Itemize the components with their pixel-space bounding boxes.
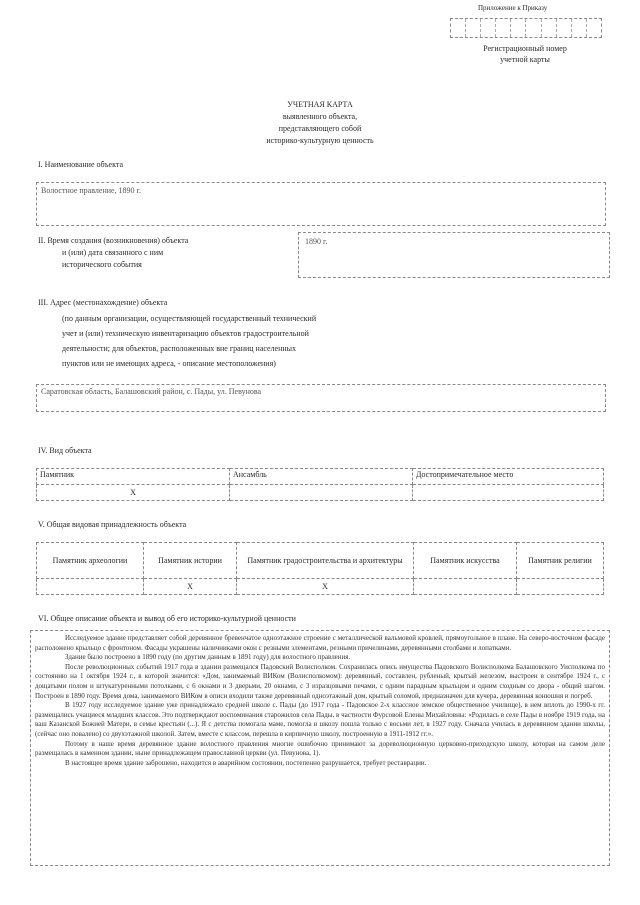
cat-col-archaeology: Памятник археологии (37, 543, 144, 579)
card-subtitle-3: историко-культурную ценность (266, 136, 374, 145)
card-subtitle-2: представляющего собой (278, 124, 362, 133)
cat-mark-archaeology (37, 579, 144, 595)
section-3-heading: III. Адрес (местонахождение) объекта (38, 298, 168, 307)
registration-number-box (450, 18, 602, 38)
card-subtitle-1: выявленного объекта, (282, 112, 358, 121)
cat-mark-religion (517, 579, 604, 595)
section-5-heading: V. Общая видовая принадлежность объекта (38, 520, 187, 529)
creation-date-value: 1890 г. (305, 237, 328, 246)
section-4-heading: IV. Вид объекта (38, 446, 92, 455)
section-3-note-3: деятельности; для объектов, расположенных вне границ населенных (62, 344, 297, 353)
card-title: УЧЕТНАЯ КАРТА (287, 100, 353, 109)
description-paragraph: Потому в наше время деревянное здание волостного правления многие ошибочно принимают за дореволюционную церковно-приходскую школу, которая на самом деле размещалась в каменном здании, ныне принадлежащем православной церкви (ул. Певунова, 1). (35, 739, 605, 758)
description-paragraph: В настоящее время здание заброшено, находится в аварийном состоянии, постепенно разрушается, требует реставрации. (65, 758, 427, 767)
cat-mark-history: Х (144, 579, 237, 595)
description-block (30, 630, 610, 866)
object-name-value: Волостное правление, 1890 г. (41, 186, 141, 195)
section-1-heading: I. Наименование объекта (38, 160, 123, 169)
cat-mark-art (414, 579, 517, 595)
registration-label-1: Регистрационный номер (483, 44, 567, 53)
section-3-note-4: пунктов или не имеющих адреса, - описание местоположения) (62, 359, 276, 368)
section-3-note-2: учет и (или) техническую инвентаризацию объектов градостроительной (62, 329, 309, 338)
description-paragraph: В 1927 году исследуемое здание уже принадлежало средней школе с. Пады (до 1917 года - Падовское 2-х классное земское общественное училище), в нем вплоть до 1990-х гг. размещались учащиеся младших классов. Это подтверждают воспоминания старожилов села Пады, в частности Фурсовой Елены Михайловны: «Родилась в селе Пады в ноябре 1919 года, на ваш Казанской Божией Матери, в семье крестьян (...). Я с детства помогала маме, помогла в школу пошла только с восьми лет, в 1927 году. Сначала училась в деревянном здании школы, (сейчас оно повалено) со двухэтажной школой. Затем, вместе с классом, перешла в кирпичную школу, построенную в 1911-1912 гг.». (35, 701, 605, 738)
description-paragraph: Здание было построено в 1890 году (по другим данным в 1891 году) для волостного правления. (65, 653, 351, 662)
type-mark-ensemble (230, 485, 413, 501)
section-2-heading-2: и (или) дата связанного с ним (62, 248, 164, 257)
section-1-field (36, 182, 606, 226)
section-2-field (298, 232, 610, 278)
section-2-heading-1: II. Время создания (возникновения) объекта (38, 236, 189, 245)
section-3-note-1: (по данным организации, осуществляющей государственный технический (62, 314, 317, 323)
type-col-monument: Памятник (37, 469, 230, 485)
appendix-label: Приложение к Приказу (478, 4, 548, 12)
section-6-heading: VI. Общее описание объекта и вывод об его историко-культурной ценности (38, 614, 296, 623)
type-col-ensemble: Ансамбль (230, 469, 413, 485)
type-mark-landmark (413, 485, 604, 501)
registration-label-2: учетной карты (500, 55, 550, 64)
cat-col-history: Памятник истории (144, 543, 237, 579)
type-mark-monument: Х (37, 485, 230, 501)
section-3-field (36, 384, 606, 412)
cat-mark-architecture: Х (237, 579, 414, 595)
description-paragraph: Исследуемое здание представляет собой деревянное бревенчатое одноэтажное строение с металлической вальмовой кровлей, прямоугольное в плане. На северо-восточном фасаде расположено крыльцо с фронтоном. Фасады украшены наличниками окон с резными элементами, резными причелинами, деревянными столбами и лопатками. (35, 634, 605, 652)
cat-col-religion: Памятник религии (517, 543, 604, 579)
category-table (36, 542, 604, 595)
section-2-heading-3: исторического события (62, 260, 142, 269)
object-type-table (36, 468, 604, 501)
address-value: Саратовская область, Балашовский район, с. Пады, ул. Певунова (41, 387, 262, 396)
type-col-landmark: Достопримечательное место (413, 469, 604, 485)
description-paragraph: После революционных событий 1917 года в здании размещался Падовский Волисполком. Сохранилась опись имущества Падовского Волисполкома Балашовского Уисполкома по состоянию на 1 октября 1924 г., в которой значится: «Дом, занимаемый ВИКом (Волисполкомом): деревянный, составлен, рубленый, крытый железом, выстроен в сентябре 1924 г., с дощатыми полом и штукатуренными потолками, с 6 окнами и 3 дверьми, 20 окнами, с 3 изразцовыми печами, с одним парадным крыльцом и одним сходным со двора - общий шагом. Построен в 1890 году. Время дома, занимаемого ВИКом в описи входили также деревянный одноэтажный дом, крытый соломой, предназначен для кучера, деревянная конюшня и погреб. (35, 662, 605, 700)
cat-col-art: Памятник искусства (414, 543, 517, 579)
cat-col-architecture: Памятник градостроительства и архитектуры (237, 543, 414, 579)
